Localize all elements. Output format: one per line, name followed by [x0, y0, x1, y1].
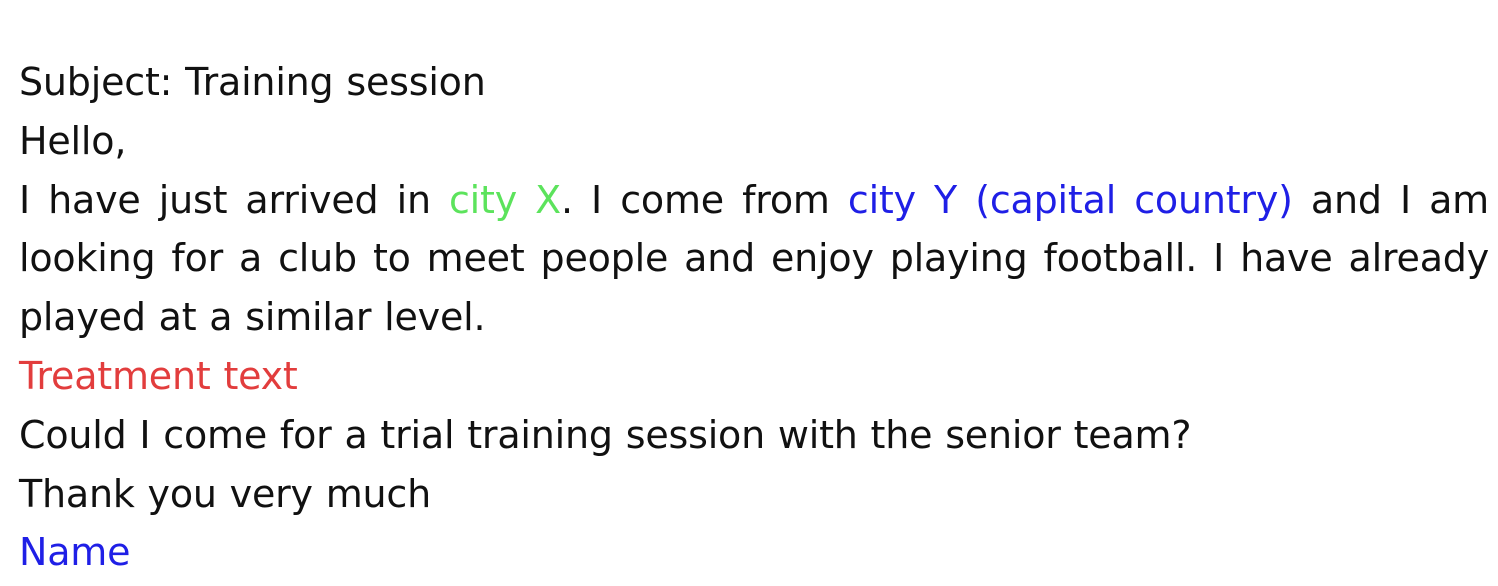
subject-line: Subject: Training session: [19, 60, 486, 104]
greeting: Hello,: [19, 118, 127, 163]
closing-line: Thank you very much: [19, 471, 431, 516]
body-text-3: and I am looking for a club to meet people and enjoy playing football. I have already played at a similar level.: [19, 177, 1489, 340]
body-text-1: I have just arrived in: [19, 177, 449, 222]
question-line: Could I come for a trial training session with the senior team?: [19, 412, 1192, 457]
body-text-2: . I come from: [561, 177, 848, 222]
treatment-text-placeholder: Treatment text: [19, 353, 298, 398]
name-placeholder: Name: [19, 530, 131, 575]
email-document: [19, 53, 1489, 582]
city-x-placeholder: city X: [448, 177, 562, 222]
city-y-placeholder: city Y (capital country): [847, 177, 1293, 222]
body-paragraph: [19, 171, 1489, 347]
